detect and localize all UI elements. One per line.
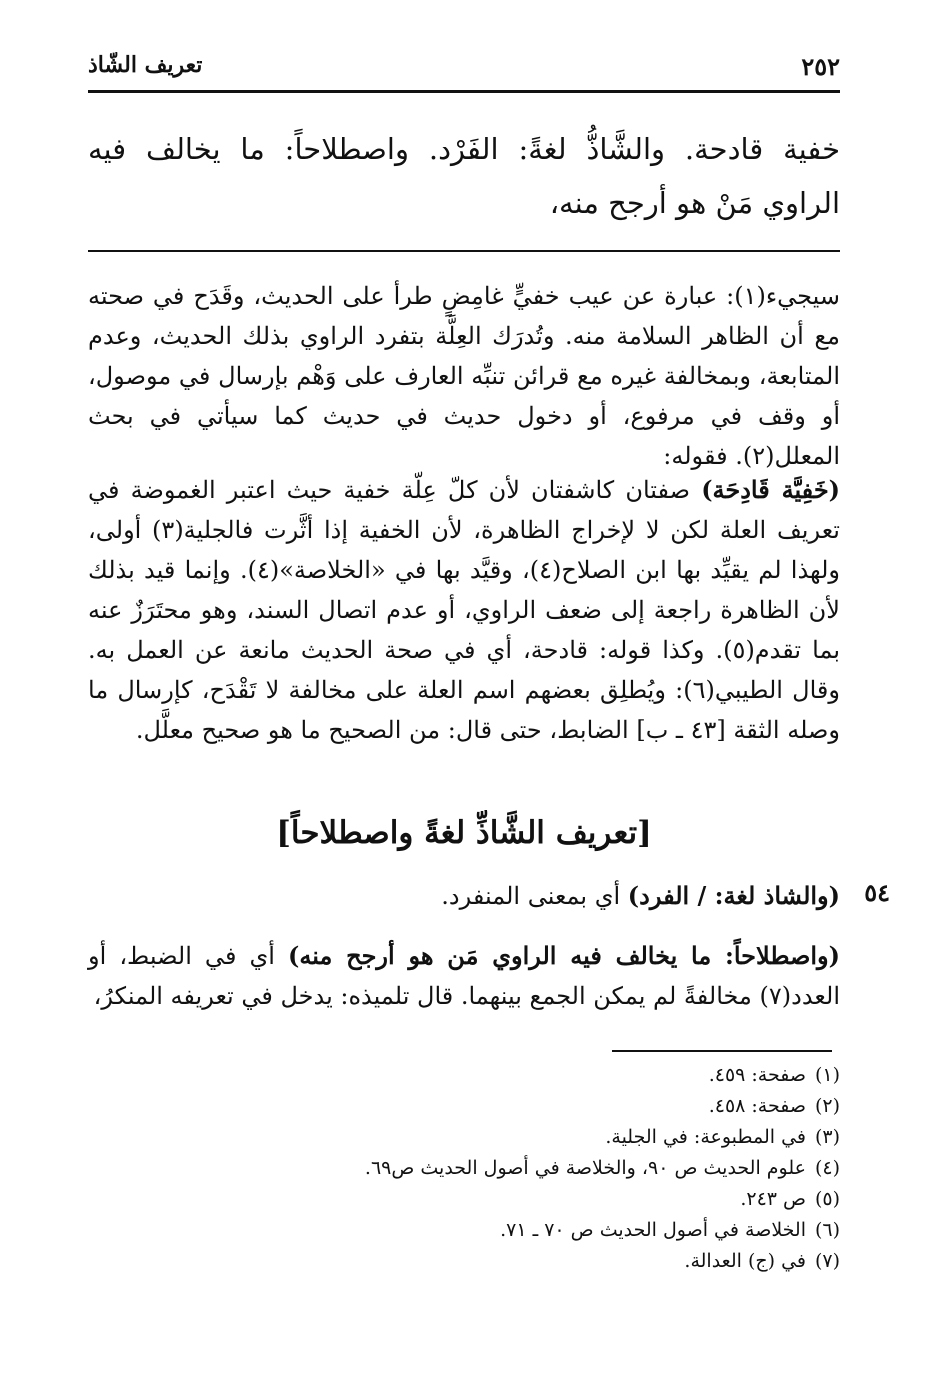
running-title: تعريف الشّاذ xyxy=(88,52,203,78)
footnote xyxy=(300,1184,840,1215)
header-rule xyxy=(88,90,840,93)
footnote-rule xyxy=(612,1050,832,1052)
commentary-paragraph-4 xyxy=(88,936,840,1016)
section-title: [تعريف الشَّاذِّ لغةً واصطلاحاً] xyxy=(276,815,652,851)
footnote xyxy=(300,1091,840,1122)
footnote-number: (٦) xyxy=(814,1219,840,1241)
footnote-text: صفحة: ٤٥٨. xyxy=(708,1095,806,1117)
footnote-text: ص ٢٤٣. xyxy=(740,1188,806,1210)
footnote-text: الخلاصة في أصول الحديث ص ٧٠ ـ ٧١. xyxy=(500,1219,806,1241)
commentary-text: أي بمعنى المنفرد. xyxy=(441,882,628,910)
quoted-matn-term: (واصطلاحاً: ما يخالف فيه الراوي مَن هو أرجح منه) xyxy=(287,941,841,970)
footnotes xyxy=(300,1060,840,1277)
footnote xyxy=(300,1122,840,1153)
commentary-text: أي في الضبط، أو العدد(٧) مخالفةً لم يمكن الجمع بينهما. قال تلميذه: يدخل في تعريفه المنكرُ، xyxy=(88,942,840,1010)
commentary-block-3 xyxy=(88,876,840,916)
matn-text-block xyxy=(88,122,840,230)
marginal-number: ٥٤ xyxy=(864,878,890,907)
matn-paragraph: خفية قادحة. والشَّاذُّ لغةً: الفَرْد. واصطلاحاً: ما يخالف فيه الراوي مَنْ هو أرجح منه، xyxy=(88,132,840,220)
page-header xyxy=(88,48,840,88)
commentary-block-4 xyxy=(88,936,840,1016)
quoted-matn-term: (خَفِيَّة قَادِحَة) xyxy=(701,475,841,504)
commentary-paragraph-1: سيجيء(١): عبارة عن عيب خفيٍّ غامِضٍ طرأ على الحديث، وقَدَح في صحته مع أن الظاهر السلامة منه. وتُدرَك العِلَّة بتفرد الراوي بذلك الحديث، وعدم المتابعة، وبمخالفة غيره مع قرائن تنبِّه العارف على وَهْم بإرسال في موصول، أو وقف في مرفوع، أو دخول حديث في حديث كما سيأتي في بحث المعلل(٢). فقوله: xyxy=(88,282,841,470)
commentary-paragraph-2 xyxy=(88,470,840,750)
footnote-text: علوم الحديث ص ٩٠، والخلاصة في أصول الحديث ص٦٩. xyxy=(364,1157,806,1179)
footnote-number: (٣) xyxy=(814,1126,840,1148)
commentary-text: صفتان كاشفتان لأن كلّ عِلّة خفية حيث اعتبر الغموضة في تعريف العلة لكن لا لإخراج الظاهرة، لأن الخفية إذا أثَّرت فالجلية(٣) أولى، ولهذا لم يقيِّد بها ابن الصلاح(٤)، وقيَّد بها في «الخلاصة»(٤). وإنما قيد بذلك لأن الظاهرة راجعة إلى ضعف الراوي، أو عدم اتصال السند، وهو محتَرَزٌ عنه بما تقدم(٥). وكذا قوله: قادحة، أي في صحة الحديث مانعة عن العمل به. وقال الطيبي(٦): ويُطلِق بعضهم اسم العلة على مخالفة لا تَقْدَح، كإرسال ما وصله الثقة [٤٣ ـ ب] الضابط، حتى قال: من الصحيح ما هو صحيح معلَّل. xyxy=(88,476,841,744)
commentary-block-2 xyxy=(88,470,840,750)
footnote xyxy=(300,1153,840,1184)
footnote xyxy=(300,1246,840,1277)
footnote xyxy=(300,1215,840,1246)
footnote-number: (٤) xyxy=(814,1157,840,1179)
footnote-number: (١) xyxy=(814,1064,840,1086)
footnote-text: في (ج) العدالة. xyxy=(684,1250,806,1272)
commentary-paragraph-3 xyxy=(88,876,840,916)
footnote-number: (٧) xyxy=(814,1250,840,1272)
footnote-number: (٥) xyxy=(814,1188,840,1210)
matn-rule xyxy=(88,250,840,252)
commentary-block-1 xyxy=(88,276,840,476)
footnote-text: صفحة: ٤٥٩. xyxy=(708,1064,806,1086)
footnote-number: (٢) xyxy=(814,1095,840,1117)
page-number: ٢٥٢ xyxy=(801,52,840,81)
quoted-matn-term: (والشاذ لغة: / الفرد) xyxy=(627,881,840,910)
footnote-text: في المطبوعة: في الجلية. xyxy=(605,1126,806,1148)
footnote xyxy=(300,1060,840,1091)
